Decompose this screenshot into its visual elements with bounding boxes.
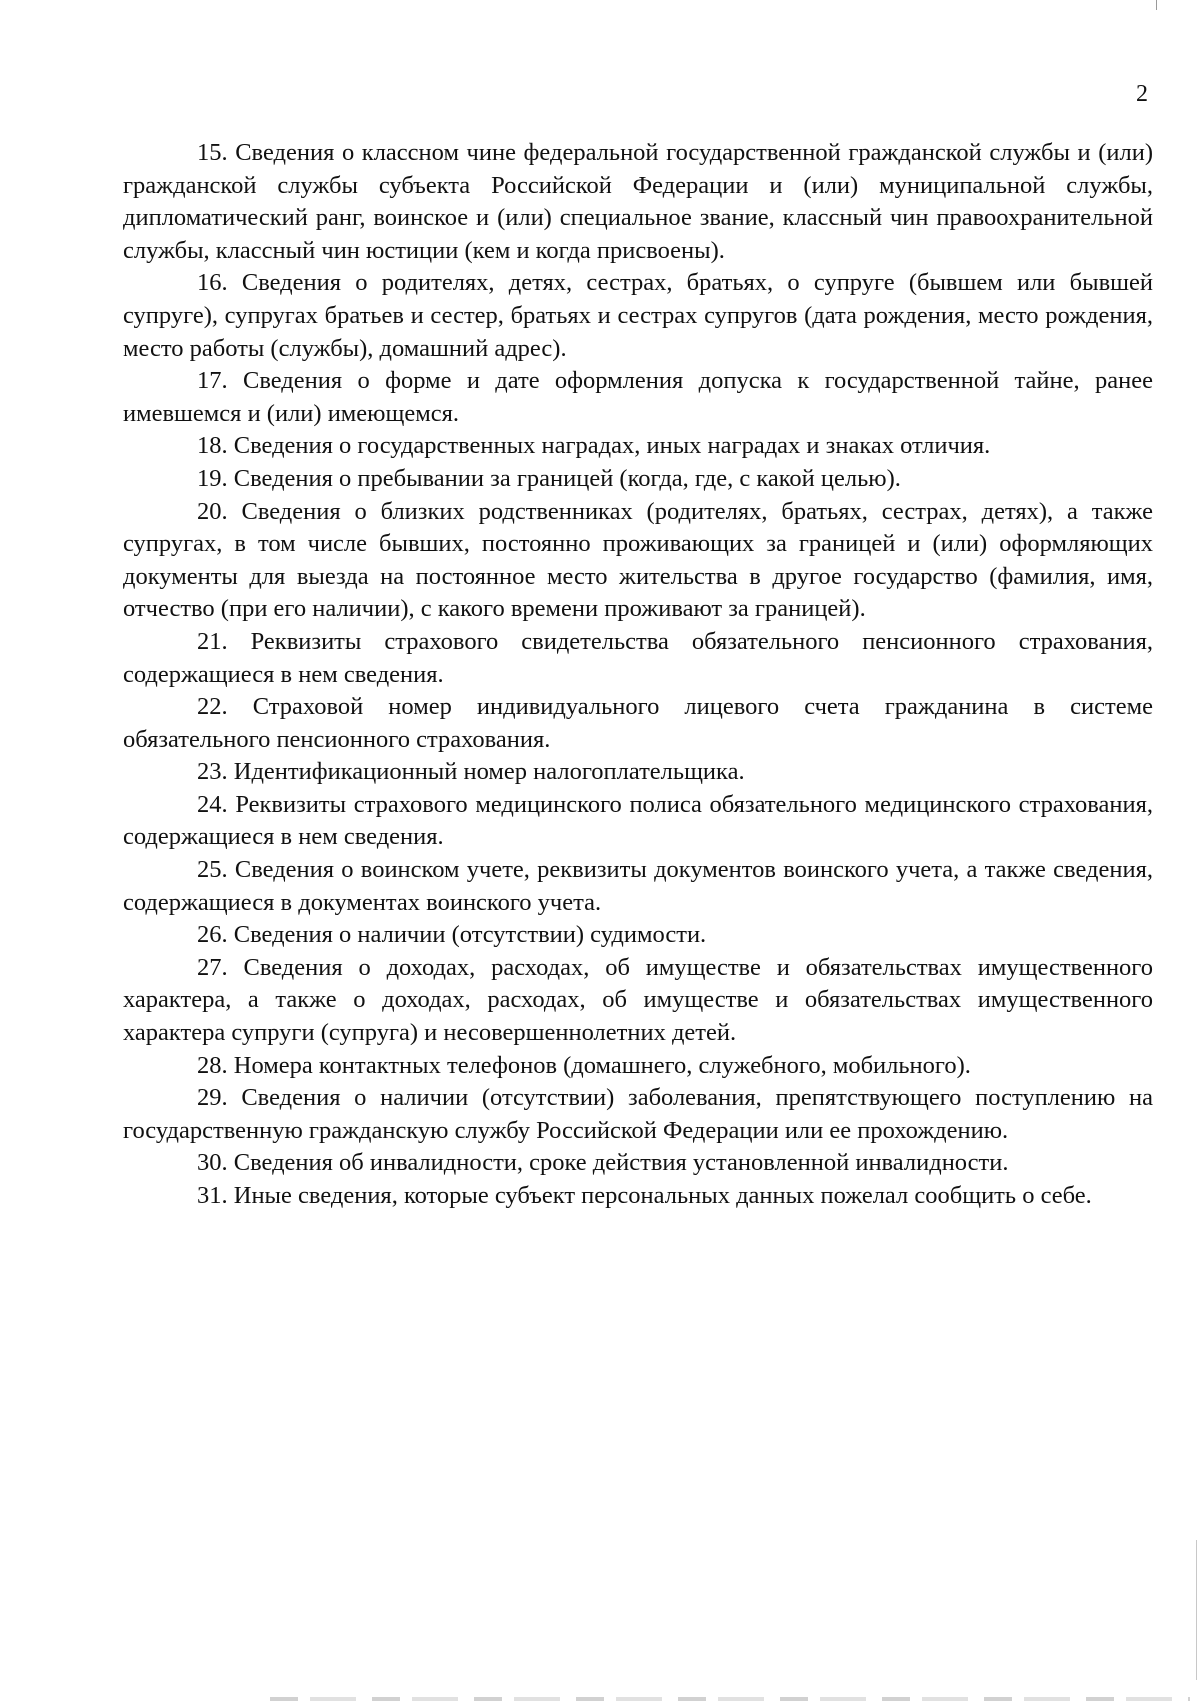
paragraph-16: 16. Сведения о родителях, детях, сестрах, братьях, о супруге (бывшем или бывшей супруге), супругах братьев и сестер, братьях и сестрах супругов (дата рождения, место рождения, место работы (службы), домашний адрес). — [123, 269, 1153, 362]
scan-edge-mark — [1196, 1540, 1197, 1680]
paragraph-31: 31. Иные сведения, которые субъект персональных данных пожелал сообщить о себе. — [197, 1182, 1092, 1209]
paragraph-23: 23. Идентификационный номер налогоплательщика. — [197, 758, 745, 786]
paragraph-27: 27. Сведения о доходах, расходах, об имуществе и обязательствах имущественного характера, а также о доходах, расходах, об имуществе и обязательствах имущественного характера супруги (супруга) и несовершеннолетних детей. — [123, 953, 1153, 1047]
paragraph-28: 28. Номера контактных телефонов (домашнего, служебного, мобильного). — [197, 1051, 971, 1079]
document-body — [123, 137, 1153, 1213]
paragraph-25: 25. Сведения о воинском учете, реквизиты документов воинского учета, а также сведения, содержащиеся в документах воинского учета. — [123, 856, 1153, 916]
scan-edge-mark — [1156, 0, 1157, 10]
paragraph-26: 26. Сведения о наличии (отсутствии) судимости. — [197, 921, 707, 949]
paragraph-15: 15. Сведения о классном чине федеральной государственной гражданской службы и (или) гражданской службы субъекта Российской Федерации и (или) муниципальной службы, дипломатический ранг, воинское и (или) специальное звание, классный чин правоохранительной службы, классный чин юстиции (кем и когда присвоены). — [123, 139, 1153, 264]
page-number: 2 — [1136, 81, 1148, 107]
paragraph-20: 20. Сведения о близких родственниках (родителях, братьях, сестрах, детях), а также супругах, в том числе бывших, постоянно проживающих за границей и (или) оформляющих документы для выезда на постоянное место жительства в другое государство (фамилия, имя, отчество (при его наличии), с какого времени проживают за границей). — [123, 497, 1153, 623]
paragraph-24: 24. Реквизиты страхового медицинского полиса обязательного медицинского страхования, содержащиеся в нем сведения. — [123, 790, 1153, 851]
paragraph-29: 29. Сведения о наличии (отсутствии) заболевания, препятствующего поступлению на государственную гражданскую службу Российской Федерации или ее прохождению. — [123, 1084, 1153, 1144]
paragraph-17: 17. Сведения о форме и дате оформления допуска к государственной тайне, ранее имевшемся и (или) имеющемся. — [123, 367, 1153, 427]
scan-bottom-edge — [270, 1697, 1190, 1701]
paragraph-18: 18. Сведения о государственных наградах, иных наградах и знаках отличия. — [197, 432, 991, 460]
paragraph-22: 22. Страховой номер индивидуального лицевого счета гражданина в системе обязательного пенсионного страхования. — [123, 693, 1153, 753]
paragraph-19: 19. Сведения о пребывании за границей (когда, где, с какой целью). — [197, 464, 901, 492]
paragraph-21: 21. Реквизиты страхового свидетельства обязательного пенсионного страхования, содержащиеся в нем сведения. — [123, 627, 1153, 688]
paragraph-30: 30. Сведения об инвалидности, сроке действия установленной инвалидности. — [197, 1149, 1009, 1177]
